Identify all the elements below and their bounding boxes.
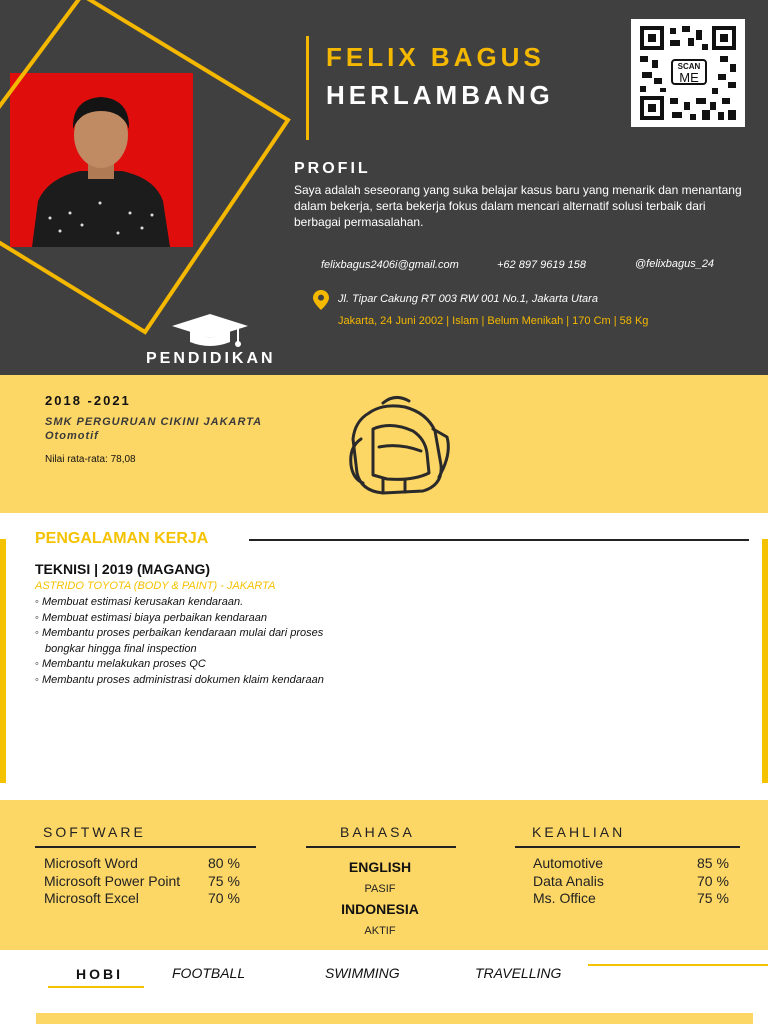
email-link[interactable]: felixbagus2406i@gmail.com <box>321 259 459 271</box>
hobi-right-line <box>588 964 768 966</box>
job-company: ASTRIDO TOYOTA (BODY & PAINT) - JAKARTA <box>35 580 276 592</box>
footer-bar <box>36 1013 753 1024</box>
education-years: 2018 -2021 <box>45 393 131 408</box>
language-level: AKTIF <box>364 925 396 937</box>
skill-value: 70 % <box>697 873 729 889</box>
personal-details: Jakarta, 24 Juni 2002 | Islam | Belum Menikah | 170 Cm | 58 Kg <box>338 315 649 327</box>
education-section <box>0 375 768 513</box>
list-item: ◦ Membuat estimasi biaya perbaikan kendaraan <box>35 611 324 627</box>
qr-code[interactable] <box>631 19 745 127</box>
job-duties-list <box>35 595 324 688</box>
list-item: ◦ Membantu proses administrasi dokumen klaim kendaraan <box>35 673 324 689</box>
decorative-frame <box>0 0 300 375</box>
list-item: ◦ Membuat estimasi kerusakan kendaraan. <box>35 595 324 611</box>
hobi-item: SWIMMING <box>325 965 400 981</box>
average-score: Nilai rata-rata: 78,08 <box>45 454 136 465</box>
school-name: SMK PERGURUAN CIKINI JAKARTA <box>45 416 263 428</box>
address-text: Jl. Tipar Cakung RT 003 RW 001 No.1, Jakarta Utara <box>338 293 598 305</box>
header-section <box>0 0 768 375</box>
experience-heading: PENGALAMAN KERJA <box>35 530 209 547</box>
hobi-underline <box>48 986 144 988</box>
job-title: TEKNISI | 2019 (MAGANG) <box>35 561 211 577</box>
school-major: Otomotif <box>45 430 99 442</box>
experience-divider <box>249 539 749 541</box>
skill-value: 85 % <box>697 855 729 871</box>
pendidikan-heading: PENDIDIKAN <box>146 350 276 367</box>
profil-text: Saya adalah seseorang yang suka belajar kasus baru yang menarik dan menantang dalam bekerja, serta bekerja fokus dalam mencari alternatif solusi terbaik dari berbagai permasalahan. <box>294 183 742 229</box>
language-level: PASIF <box>364 883 396 895</box>
hobi-item: TRAVELLING <box>475 965 562 981</box>
language-name: INDONESIA <box>341 901 419 917</box>
me-text: ME <box>679 70 699 85</box>
skills-section <box>0 800 768 950</box>
last-name: HERLAMBANG <box>326 80 554 110</box>
scan-text: SCAN <box>677 62 701 71</box>
keahlian-heading: KEAHLIAN <box>532 824 626 840</box>
experience-left-bar <box>0 539 6 783</box>
list-item: ◦ Membantu proses perbaikan kendaraan mulai dari proses <box>35 626 324 642</box>
list-item: ◦ Membantu melakukan proses QC <box>35 657 324 673</box>
skill-name: Automotive <box>533 855 604 871</box>
software-name: Microsoft Excel <box>44 890 139 906</box>
software-value: 70 % <box>208 890 240 906</box>
software-value: 80 % <box>208 855 240 871</box>
name-accent-bar <box>306 36 309 140</box>
phone-number[interactable]: +62 897 9619 158 <box>497 259 587 271</box>
software-divider <box>35 846 256 848</box>
first-name: FELIX BAGUS <box>326 42 545 72</box>
software-name: Microsoft Word <box>44 855 138 871</box>
location-pin-icon <box>313 290 329 310</box>
skill-value: 75 % <box>697 890 729 906</box>
skill-name: Ms. Office <box>533 890 596 906</box>
hobi-heading: HOBI <box>76 966 123 982</box>
keahlian-divider <box>515 846 740 848</box>
social-handle[interactable]: @felixbagus_24 <box>635 258 715 270</box>
bahasa-heading: BAHASA <box>340 824 415 840</box>
software-value: 75 % <box>208 873 240 889</box>
experience-right-bar <box>762 539 768 783</box>
skill-name: Data Analis <box>533 873 604 889</box>
software-name: Microsoft Power Point <box>44 873 181 889</box>
profil-heading: PROFIL <box>294 160 371 177</box>
scan-me-label <box>671 59 707 85</box>
graduation-cap-icon <box>172 314 248 350</box>
hobi-item: FOOTBALL <box>172 965 246 981</box>
software-heading: SOFTWARE <box>43 824 146 840</box>
language-name: ENGLISH <box>348 859 412 875</box>
bahasa-divider <box>306 846 456 848</box>
list-item: bongkar hingga final inspection <box>45 642 197 655</box>
backpack-icon <box>343 391 453 496</box>
